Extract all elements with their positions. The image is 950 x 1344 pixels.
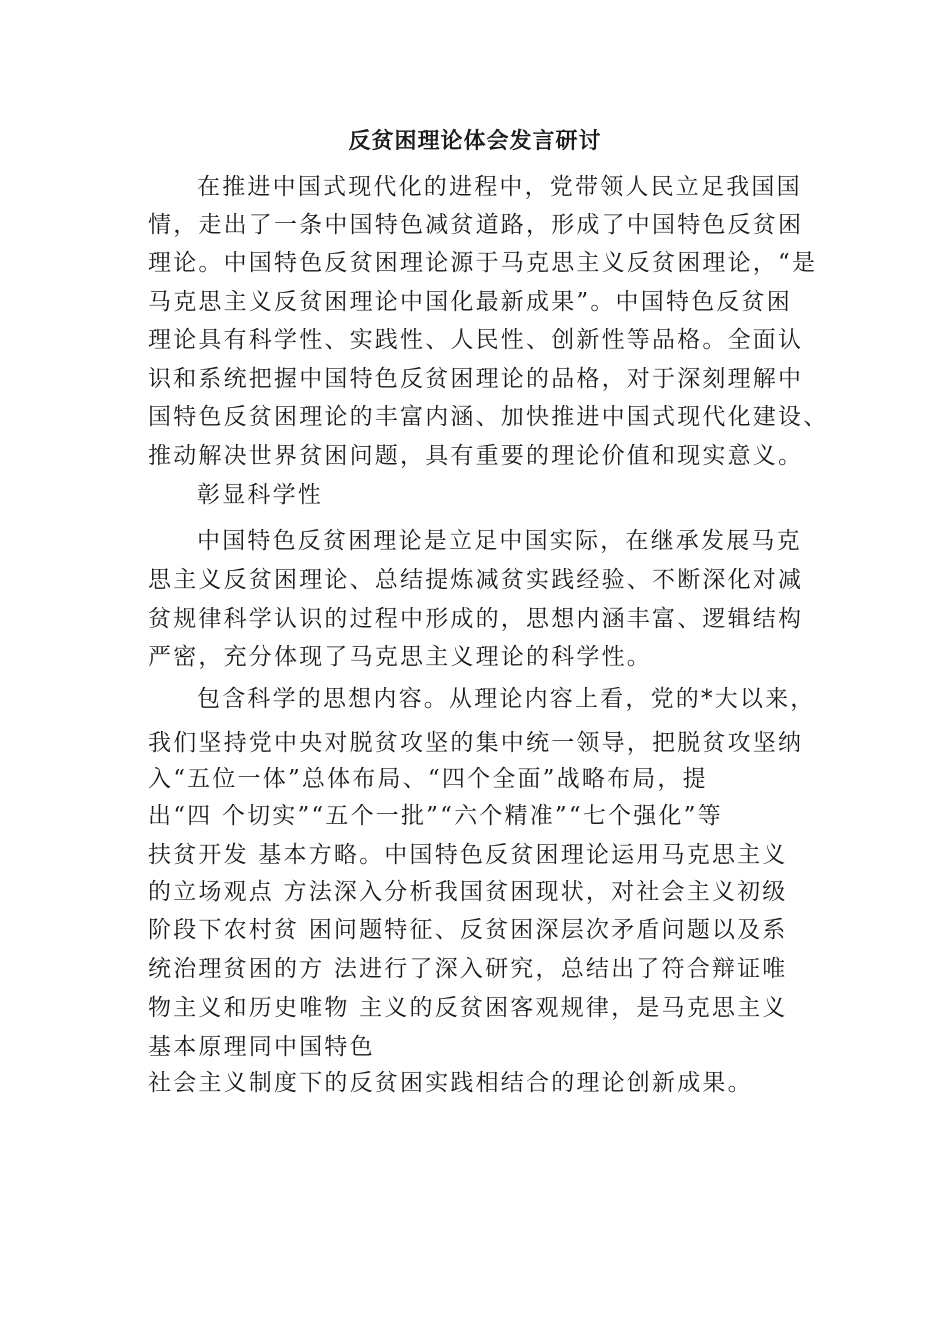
body-line-17: 出“四 个切实”“五个一批”“六个精准”“七个强化”等 <box>148 803 723 829</box>
body-line-22: 物主义和历史唯物 主义的反贫困客观规律，是马克思主义 <box>148 995 788 1021</box>
body-line-16: 入“五位一体”总体布局、“四个全面”战略布局，提 <box>148 766 708 792</box>
body-line-13: 严密，充分体现了马克思主义理论的科学性。 <box>148 644 652 670</box>
body-line-11: 思主义反贫困理论、总结提炼减贫实践经验、不断深化对减 <box>148 567 804 593</box>
document-title: 反贫困理论体会发言研讨 <box>348 128 602 154</box>
body-line-19: 的立场观点 方法深入分析我国贫困现状，对社会主义初级 <box>148 879 788 905</box>
body-line-18: 扶贫开发 基本方略。中国特色反贫困理论运用马克思主义 <box>148 842 788 868</box>
body-line-1: 在推进中国式现代化的进程中，党带领人民立足我国国 <box>197 174 802 200</box>
body-line-6: 识和系统把握中国特色反贫困理论的品格，对于深刻理解中 <box>148 366 804 392</box>
body-line-20: 阶段下农村贫 困问题特征、反贫困深层次矛盾问题以及系 <box>148 917 788 943</box>
body-line-3: 理论。中国特色反贫困理论源于马克思主义反贫困理论，“是 <box>148 250 818 276</box>
body-line-7: 国特色反贫困理论的丰富内涵、加快推进中国式现代化建设、 <box>148 404 829 430</box>
body-line-21: 统治理贫困的方 法进行了深入研究，总结出了符合辩证唯 <box>148 956 788 982</box>
body-line-2: 情，走出了一条中国特色减贫道路，形成了中国特色反贫困 <box>148 212 804 238</box>
body-line-10: 中国特色反贫困理论是立足中国实际，在继承发展马克 <box>197 528 802 554</box>
body-line-15: 我们坚持党中央对脱贫攻坚的集中统一领导，把脱贫攻坚纳 <box>148 730 804 756</box>
body-line-12: 贫规律科学认识的过程中形成的，思想内涵丰富、逻辑结构 <box>148 606 804 632</box>
body-line-5: 理论具有科学性、实践性、人民性、创新性等品格。全面认 <box>148 327 804 353</box>
body-line-23: 基本原理同中国特色 <box>148 1034 375 1060</box>
section-heading: 彰显科学性 <box>197 482 323 508</box>
body-line-4: 马克思主义反贫困理论中国化最新成果”。中国特色反贫困 <box>148 289 792 315</box>
body-line-14: 包含科学的思想内容。从理论内容上看，党的*大以来， <box>197 686 816 712</box>
body-line-8: 推动解决世界贫困问题，具有重要的理论价值和现实意义。 <box>148 443 804 469</box>
body-line-24: 社会主义制度下的反贫困实践相结合的理论创新成果。 <box>148 1070 753 1096</box>
